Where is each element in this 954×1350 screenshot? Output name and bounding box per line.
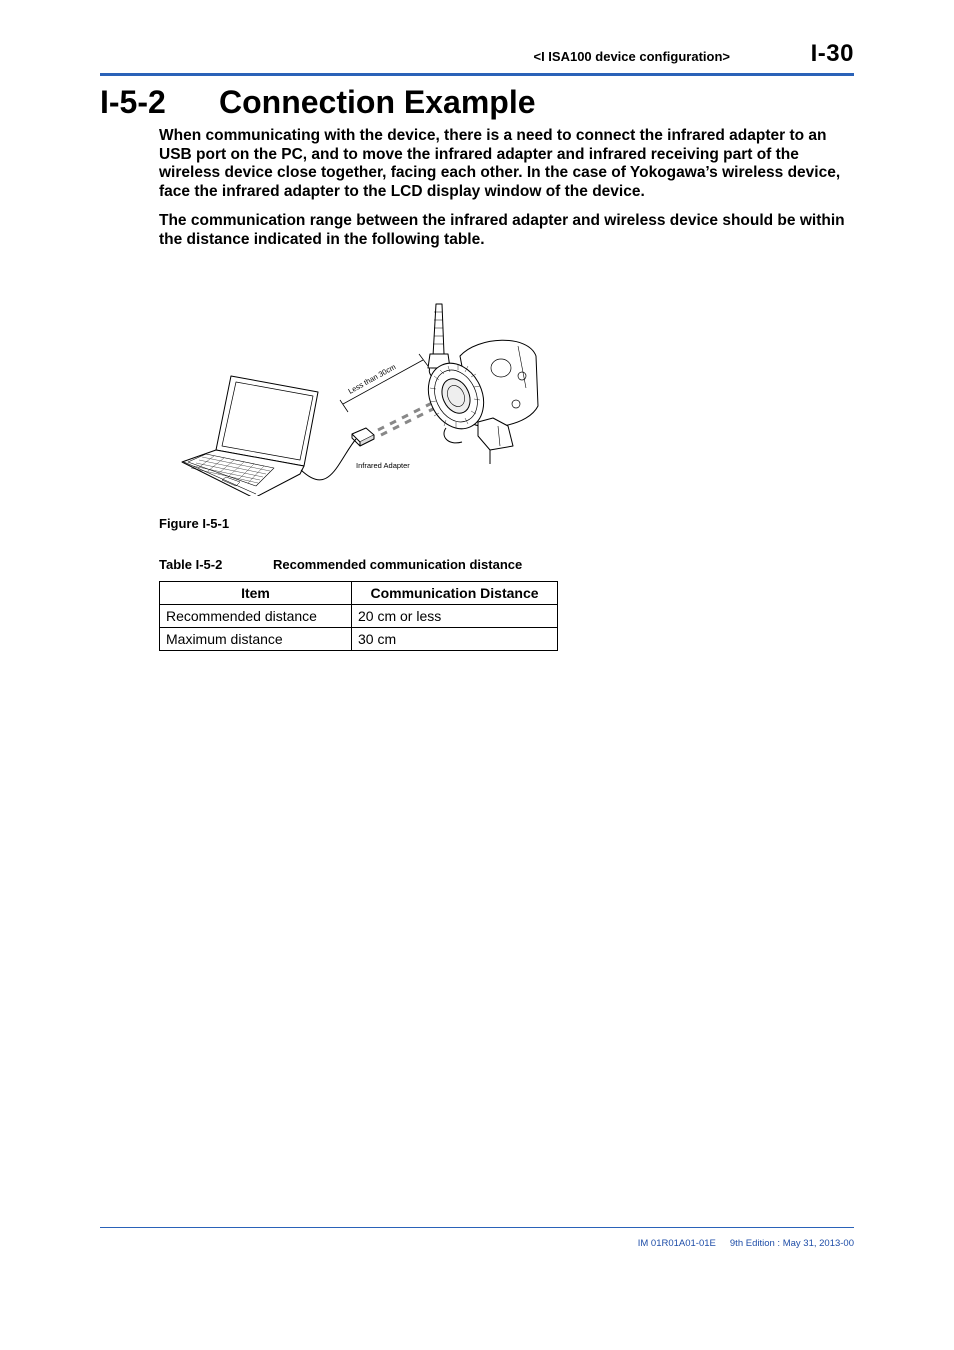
table-title: Recommended communication distance: [273, 557, 523, 572]
page-footer: [638, 1238, 854, 1249]
table-row: [160, 605, 558, 628]
section-title: Connection Example: [219, 84, 536, 120]
infrared-beam: [378, 403, 435, 435]
table-row: [160, 628, 558, 651]
column-header: Item: [160, 582, 352, 605]
connection-illustration: [178, 296, 553, 496]
column-header: Communication Distance: [352, 582, 558, 605]
communication-distance-table: [159, 581, 558, 651]
section-name: <I ISA100 device configuration>: [533, 49, 730, 64]
usb-cable: [301, 439, 356, 480]
range-paragraph: The communication range between the infrared adapter and wireless device should be within the distance indicated in the following table.: [159, 212, 845, 248]
document-id: IM 01R01A01-01E: [637, 1238, 716, 1249]
footer-rule: [100, 1227, 854, 1228]
adapter-label: Infrared Adapter: [356, 461, 410, 470]
distance-label: Less than 30cm: [346, 362, 398, 396]
section-number: I-5-2: [100, 84, 166, 120]
table-cell: Maximum distance: [160, 628, 352, 651]
table-cell: 20 cm or less: [352, 605, 558, 628]
wireless-device-illustration: [418, 304, 538, 464]
table-number: Table I-5-2: [159, 557, 223, 572]
table-cell: Recommended distance: [160, 605, 352, 628]
edition-info: 9th Edition : May 31, 2013-00: [729, 1238, 854, 1249]
table-header-row: [160, 582, 558, 605]
distance-dimension: [340, 354, 428, 412]
page-number: I-30: [810, 40, 854, 67]
section-heading: [100, 84, 536, 121]
header-rule: [100, 73, 854, 76]
table-caption: [159, 557, 522, 572]
table-cell: 30 cm: [352, 628, 558, 651]
connection-figure: [178, 296, 553, 496]
intro-paragraph: When communicating with the device, there is a need to connect the infrared adapter to an USB port on the PC, and to move the infrared adapter and infrared receiving part of the wireless device close together, facing each other. In the case of Yokogawa’s wireless device, face the infrared adapter to the LCD display window of the device.: [159, 127, 841, 200]
laptop-illustration: [182, 376, 318, 496]
figure-caption: Figure I-5-1: [159, 516, 230, 531]
infrared-adapter-illustration: [352, 428, 374, 446]
